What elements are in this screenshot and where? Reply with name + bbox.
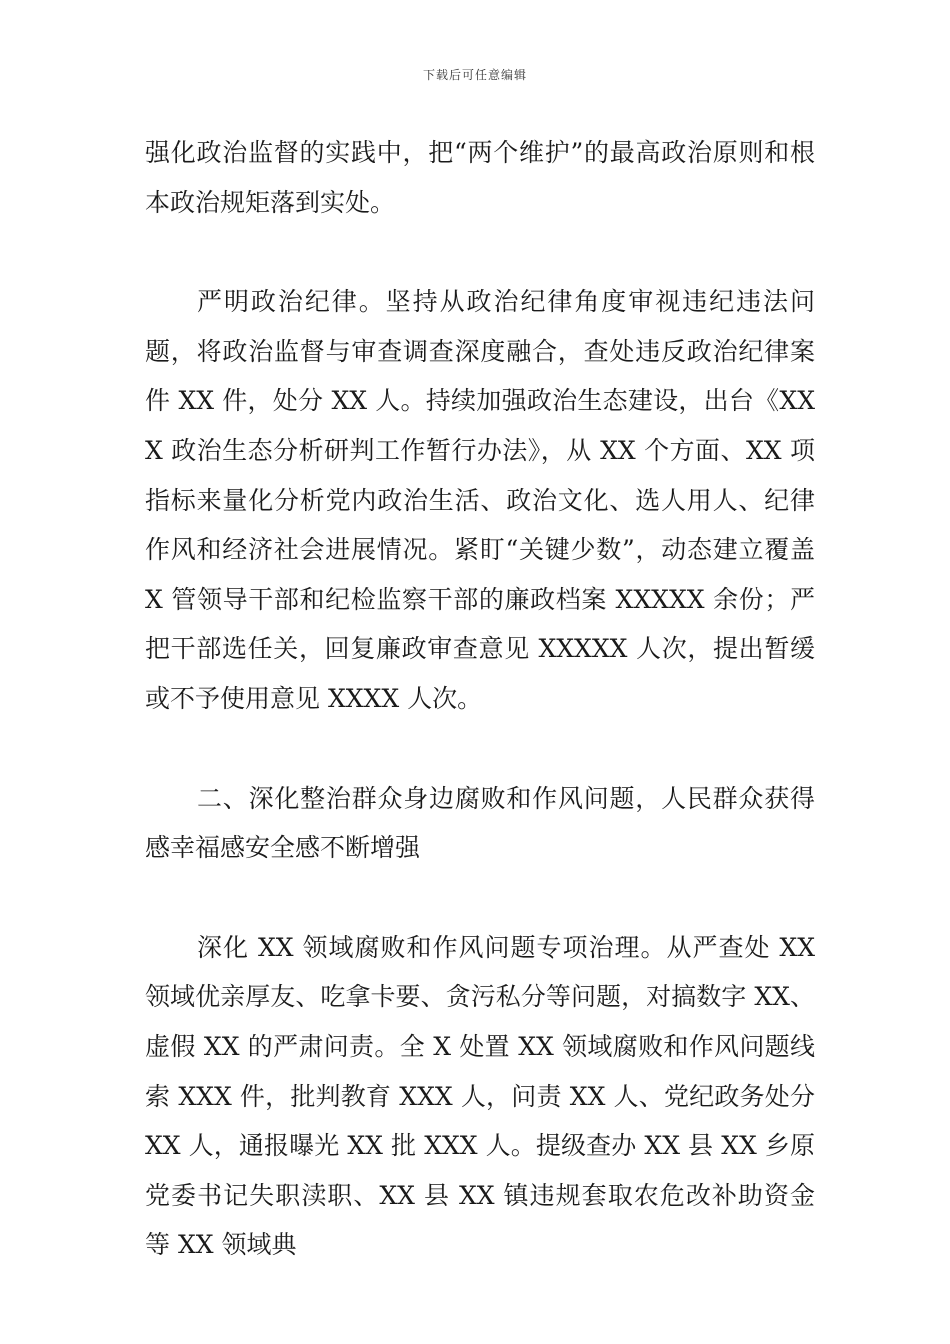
document-body — [145, 128, 815, 1270]
section-heading-two: 二、深化整治群众身边腐败和作风问题，人民群众获得感幸福感安全感不断增强 — [145, 783, 815, 863]
paragraph-special-governance: 深化 XX 领域腐败和作风问题专项治理。从严查处 XX 领域优亲厚友、吃拿卡要、贪污私分等问题，对搞数字 XX、虚假 XX 的严肃问责。全 X 处置 XX 领域腐败和作风问题线索 XXX 件，批判教育 XXX 人，问责 XX 人、党纪政务处分 XX 人，通报曝光 XX 批 XXX 人。提级查办 XX 县 XX 乡原党委书记失职渎职、XX 县 XX 镇违规套取农危改补助资金等 XX 领域典 — [145, 932, 815, 1260]
paragraph-political-discipline: 严明政治纪律。坚持从政治纪律角度审视违纪违法问题，将政治监督与审查调查深度融合，查处违反政治纪律案件 XX 件，处分 XX 人。持续加强政治生态建设，出台《XXX 政治生态分析研判工作暂行办法》，从 XX 个方面、XX 项指标来量化分析党内政治生活、政治文化、选人用人、纪律作风和经济社会进展情况。紧盯“关键少数”，动态建立覆盖 X 管领导干部和纪检监察干部的廉政档案 XXXXX 余份；严把干部选任关，回复廉政审查意见 XXXXX 人次，提出暂缓或不予使用意见 XXXX 人次。 — [145, 287, 815, 713]
page-header-note: 下载后可任意编辑 — [422, 68, 527, 82]
paragraph-continuation: 强化政治监督的实践中，把“两个维护”的最高政治原则和根本政治规矩落到实处。 — [145, 138, 815, 217]
